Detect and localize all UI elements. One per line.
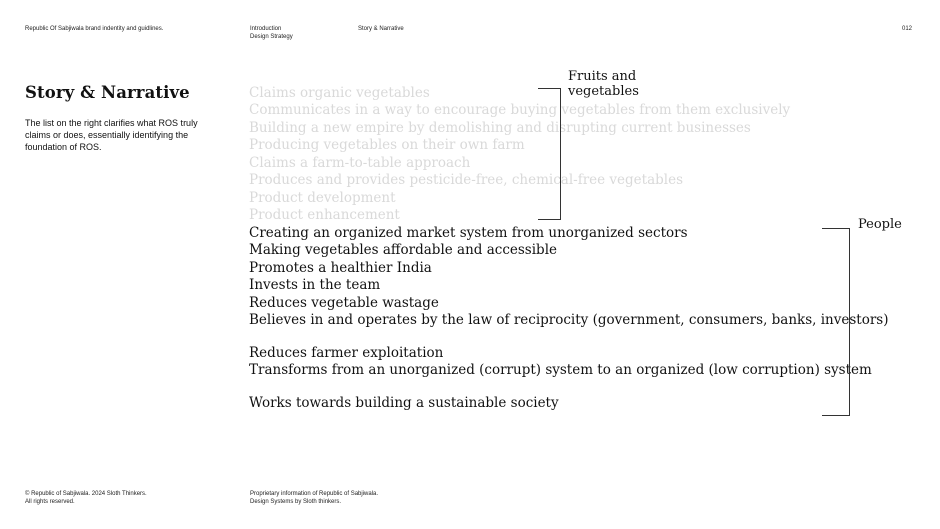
page-description: The list on the right clarifies what ROS truly claims or does, essentially identifying the foundation of ROS.: [25, 118, 198, 152]
header-nav-introduction: Introduction: [250, 26, 282, 32]
claim-item: Produces and provides pesticide-free, chemical-free vegetables: [249, 172, 684, 188]
claim-item: Communicates in a way to encourage buying vegetables from them exclusively: [249, 102, 791, 118]
claim-item: Claims a farm-to-table approach: [249, 155, 471, 171]
page-title: Story & Narrative: [25, 83, 190, 102]
claim-item: Believes in and operates by the law of reciprocity (government, consumers, banks, investors): [249, 312, 889, 328]
claim-item: Producing vegetables on their own farm: [249, 137, 525, 153]
claim-item: Invests in the team: [249, 277, 381, 293]
claim-item: Reduces farmer exploitation: [249, 345, 444, 361]
claim-item: Transforms from an unorganized (corrupt) system to an organized (low corruption) system: [249, 362, 872, 378]
claim-item: Product development: [249, 190, 396, 206]
claim-item: Promotes a healthier India: [249, 260, 432, 276]
footer-rights-line: All rights reserved.: [25, 498, 75, 505]
claim-item: Claims organic vegetables: [249, 85, 430, 101]
footer-proprietary: [250, 491, 378, 506]
people-group-label: People: [858, 217, 902, 232]
fruits-bracket: [538, 88, 561, 220]
header-nav: [250, 26, 293, 41]
header-nav-design-strategy: Design Strategy: [250, 33, 293, 40]
footer-copyright-line: © Republic of Sabjiwala. 2024 Sloth Thinkers.: [25, 491, 147, 497]
claim-item: Building a new empire by demolishing and disrupting current businesses: [249, 120, 751, 136]
claim-item: Works towards building a sustainable society: [249, 395, 559, 411]
header-section: Story & Narrative: [358, 26, 404, 32]
footer-design-line: Design Systems by Sloth thinkers.: [250, 498, 342, 505]
people-bracket: [822, 228, 850, 416]
fruits-group-label: Fruits and vegetables: [568, 69, 639, 99]
claim-item: Creating an organized market system from unorganized sectors: [249, 225, 688, 241]
header-brand-line: Republic Of Sabjiwala brand indentity and guidlines.: [25, 26, 164, 32]
claim-item: Reduces vegetable wastage: [249, 295, 439, 311]
footer-copyright: [25, 491, 147, 506]
footer-proprietary-line: Proprietary information of Republic of Sabjiwala.: [250, 491, 379, 497]
page-number: 012: [901, 26, 912, 32]
claim-item: Making vegetables affordable and accessible: [249, 242, 557, 258]
claim-item: Product enhancement: [249, 207, 400, 223]
